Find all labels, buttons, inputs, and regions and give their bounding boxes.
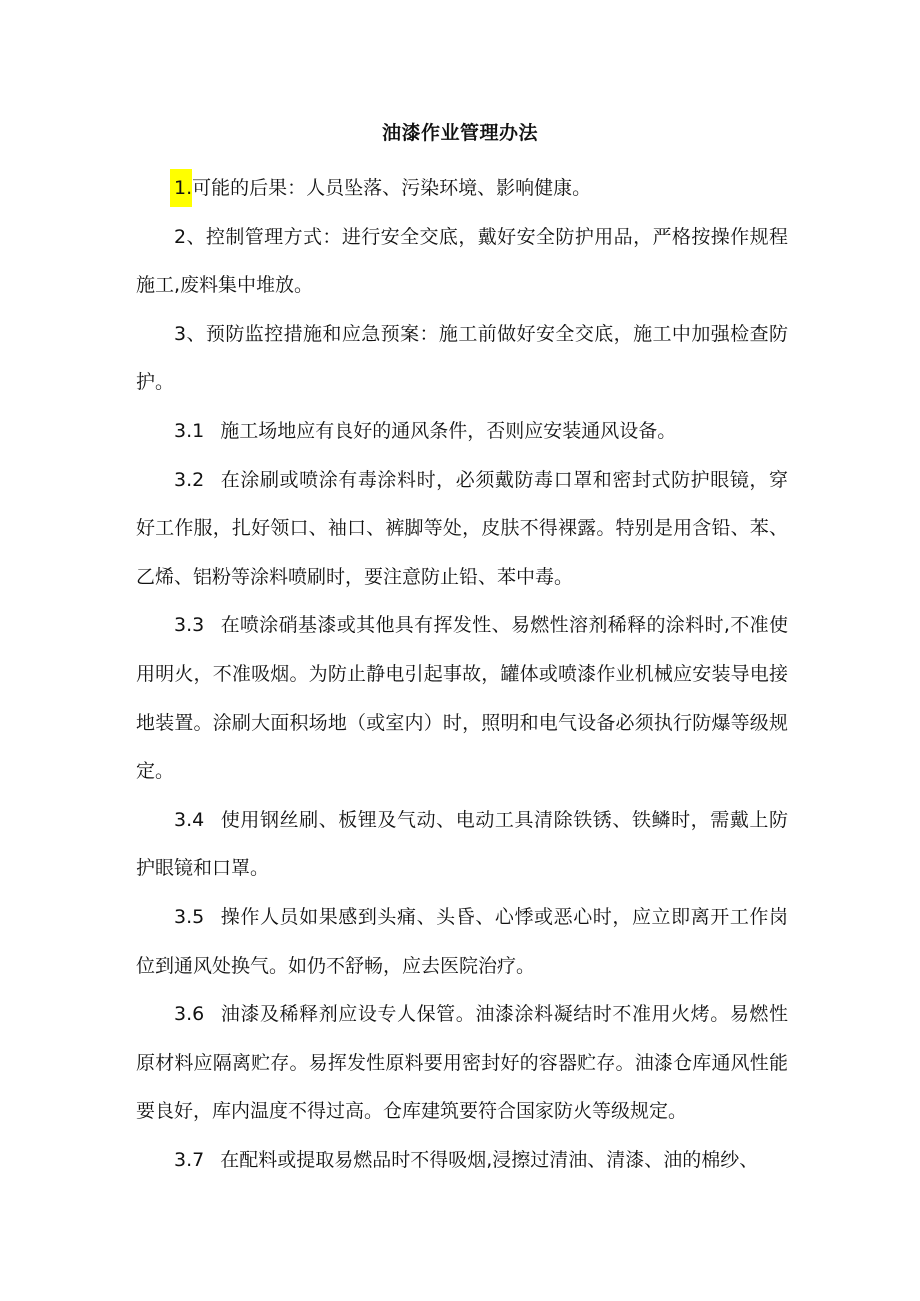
paragraph-text: 操作人员如果感到头痛、头昏、心悸或恶心时，应立即离开工作岗位到通风处换气。如仍不舒畅，应去医院治疗。 [136, 905, 788, 977]
paragraph-text: 使用钢丝刷、板锂及气动、电动工具清除铁锈、铁鳞时，需戴上防护眼镜和口罩。 [136, 808, 788, 880]
paragraph-3-5 [136, 893, 788, 990]
paragraph-text: 3、预防监控措施和应急预案：施工前做好安全交底，施工中加强检查防护。 [136, 322, 788, 394]
paragraph-3-6 [136, 990, 788, 1136]
paragraph-text: 在配料或提取易燃品时不得吸烟,浸擦过清油、清漆、油的棉纱、 [220, 1148, 759, 1171]
paragraph-number: 3.1 [174, 419, 205, 442]
paragraph-text: 施工场地应有良好的通风条件，否则应安装通风设备。 [220, 419, 677, 442]
paragraph-2 [136, 213, 788, 310]
paragraph-number: 3.3 [174, 614, 205, 637]
paragraph-number: 1. [170, 169, 192, 207]
paragraph-text: 可能的后果：人员坠落、污染环境、影响健康。 [192, 177, 592, 199]
paragraph-3 [136, 310, 788, 407]
paragraph-number: 3.2 [174, 468, 205, 491]
paragraph-number: 3.7 [174, 1148, 205, 1171]
paragraph-text: 油漆及稀释剂应设专人保管。油漆涂料凝结时不准用火烤。易燃性原材料应隔离贮存。易挥发性原料要用密封好的容器贮存。油漆仓库通风性能要良好，库内温度不得过高。仓库建筑要符合国家防火等级规定。 [136, 1003, 788, 1123]
paragraph-3-2 [136, 456, 788, 602]
document-body [136, 164, 788, 1184]
paragraph-3-7 [136, 1136, 788, 1185]
document-title: 油漆作业管理办法 [381, 122, 538, 144]
paragraph-3-3 [136, 601, 788, 795]
paragraph-text: 2、控制管理方式：进行安全交底，戴好安全防护用品，严格按操作规程施工,废料集中堆放。 [136, 225, 788, 297]
paragraph-text: 在喷涂硝基漆或其他具有挥发性、易燃性溶剂稀释的涂料时,不准使用明火，不准吸烟。为防止静电引起事故，罐体或喷漆作业机械应安装导电接地装置。涂刷大面积场地（或室内）时，照明和电气设备必须执行防爆等级规定。 [136, 614, 788, 783]
paragraph-text: 在涂刷或喷涂有毒涂料时，必须戴防毒口罩和密封式防护眼镜，穿好工作服，扎好领口、袖口、裤脚等处，皮肤不得裸露。特别是用含铅、苯、乙烯、铝粉等涂料喷刷时，要注意防止铅、苯中毒。 [136, 468, 788, 588]
paragraph-1 [136, 164, 788, 213]
paragraph-number: 3.6 [174, 1003, 205, 1026]
paragraph-3-1 [136, 407, 788, 456]
paragraph-3-4 [136, 796, 788, 893]
paragraph-number: 3.4 [174, 808, 205, 831]
paragraph-number: 3.5 [174, 905, 205, 928]
